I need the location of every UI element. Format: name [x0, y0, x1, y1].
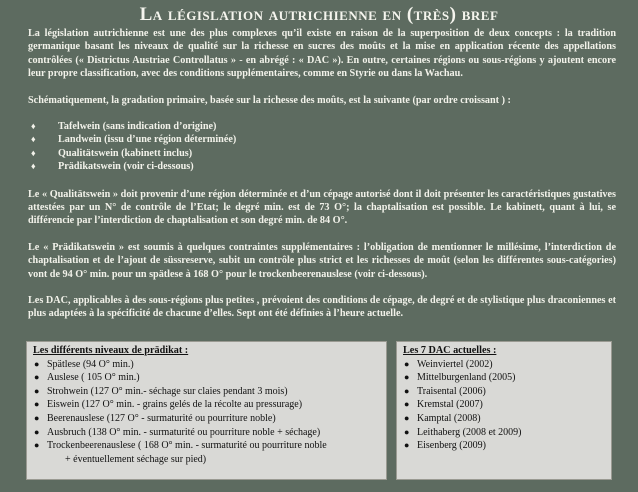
list-item: ● Kamptal (2008)	[404, 412, 481, 424]
intro-paragraph-2: Schématiquement, la gradation primaire, basée sur la richesse des moûts, est la suivante (par ordre croissant ) :	[28, 94, 511, 106]
list-item: ● Mittelburgenland (2005)	[404, 372, 516, 384]
bullet-dot-icon: ●	[404, 385, 410, 396]
bullet-dot-icon: ●	[34, 385, 40, 396]
bullet-dot-icon: ●	[404, 372, 410, 383]
bullet-dot-icon: ●	[34, 412, 40, 423]
dac-box	[396, 341, 612, 480]
diamond-icon: ♦	[31, 147, 36, 158]
bullet-dot-icon: ●	[34, 440, 40, 451]
list-item: ● Eiswein (127 O° min. - grains gelés de la récolte au pressurage)	[34, 399, 303, 411]
diamond-icon: ♦	[31, 161, 36, 172]
list-item: ● Kremstal (2007)	[404, 399, 483, 411]
list-item: ● Ausbruch (138 O° min. - surmaturité ou pourriture noble + séchage)	[34, 426, 321, 438]
diamond-icon: ♦	[31, 121, 36, 132]
list-item: ● Auslese ( 105 O° min.)	[34, 372, 140, 384]
dac-heading: Les 7 DAC actuelles :	[403, 345, 497, 356]
list-item: ● Leithaberg (2008 et 2009)	[404, 426, 522, 438]
list-item: ♦ Landwein (issu d’une région déterminée)	[31, 134, 237, 146]
quality-levels-list	[28, 120, 616, 174]
bullet-dot-icon: ●	[34, 358, 40, 369]
list-item: ♦ Prädikatswein (voir ci-dessous)	[31, 161, 194, 173]
intro-paragraph-4: Le « Prädikatswein » est soumis à quelques contraintes supplémentaires : l’obligation de mentionner le millésime, l’interdiction de chaptalisation et de l’ajout de süssreserve, subit un contrôle plus strict et les richesses de moût (selon les différentes sous-catégories) vont de 94 O° min. pour un spätlese à 168 O° pour le trockenbeerenauslese (voir ci-dessous).	[28, 241, 616, 280]
intro-paragraph-3: Le « Qualitätswein » doit provenir d’une région déterminée et d’un cépage autorisé dont il doit présenter les caractéristiques gustatives attestées par un N° de contrôle de l’Etat; le degré min. est de 73 O°; la chaptalisation est possible. Le kabinett, quant à lui, se différencie par l’interdiction de chaptalisation et son degré min. de 84 O°.	[28, 188, 616, 227]
bullet-dot-icon: ●	[404, 412, 410, 423]
diamond-icon: ♦	[31, 134, 36, 145]
intro-paragraph-5: Les DAC, applicables à des sous-régions plus petites , prévoient des conditions de cépage, de degré et de stylistique plus draconiennes et plus adaptées à la spécificité de chacune d’elles. Sept ont été définies à l’heure actuelle.	[28, 295, 616, 320]
list-item: ● Weinviertel (2002)	[404, 358, 493, 370]
list-item: ● Trockenbeerenauslese ( 168 O° min. - surmaturité ou pourriture noble + éventuellement séchage sur pied)	[33, 439, 386, 466]
praedikat-heading: Les différents niveaux de prädikat :	[33, 345, 189, 356]
praedikat-levels-box	[26, 341, 387, 480]
page-title: La législation autrichienne en (très) bref	[139, 4, 499, 25]
bullet-dot-icon: ●	[34, 399, 40, 410]
bullet-dot-icon: ●	[34, 372, 40, 383]
bullet-dot-icon: ●	[404, 358, 410, 369]
bullet-dot-icon: ●	[404, 440, 410, 451]
list-item: ♦ Qualitätswein (kabinett inclus)	[31, 147, 193, 159]
intro-paragraph-1: La législation autrichienne est une des plus complexes qu’il existe en raison de la superposition de deux concepts : la tradition germanique basant les niveaux de qualité sur la richesse en sucres des moûts et la mise en application récente des appellations contrôlées (« Districtus Austriae Controllatus » - en abrégé : « DAC »). En outre, certaines régions ou sous-régions y ajoutent encore leur propre classification, avec des conditions supplémentaires, comme en Styrie ou dans la Wachau.	[28, 28, 616, 80]
bullet-dot-icon: ●	[404, 426, 410, 437]
list-item: ● Strohwein (127 O° min.- séchage sur claies pendant 3 mois)	[34, 385, 288, 397]
list-item: ♦ Tafelwein (sans indication d’origine)	[31, 121, 217, 133]
intro-section	[28, 27, 616, 334]
list-item: ● Eisenberg (2009)	[404, 440, 486, 452]
dac-list	[397, 358, 611, 453]
bullet-dot-icon: ●	[404, 399, 410, 410]
list-item: ● Traisental (2006)	[404, 385, 486, 397]
list-item: ● Spätlese (94 O° min.)	[34, 358, 134, 370]
bullet-dot-icon: ●	[34, 426, 40, 437]
list-item: ● Beerenauslese (127 O° - surmaturité ou pourriture noble)	[34, 412, 276, 424]
list-item-continuation: + éventuellement séchage sur pied)	[65, 453, 207, 465]
praedikat-list	[27, 358, 386, 467]
